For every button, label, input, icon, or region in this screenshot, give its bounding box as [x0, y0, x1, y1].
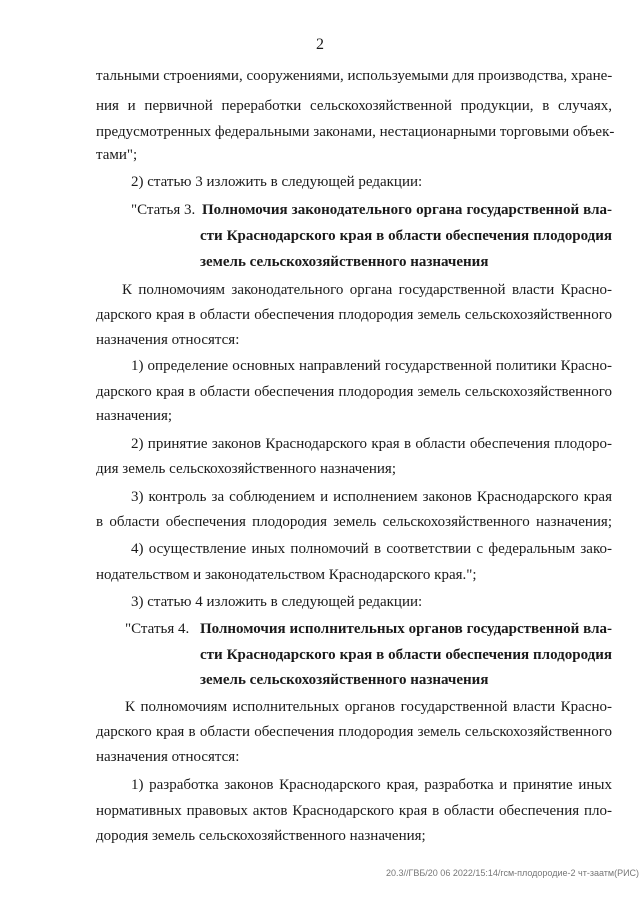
text-line: К полномочиям исполнительных органов государственной власти Красно-	[125, 699, 612, 715]
article-3-title: Полномочия законодательного органа государственной вла-	[202, 202, 612, 218]
text-line: 1) определение основных направлений государственной политики Красно-	[131, 358, 612, 374]
article-3-title: земель сельскохозяйственного назначения	[200, 254, 489, 270]
article-4-label: "Статья 4.	[125, 621, 190, 637]
text-line: нодательством и законодательством Краснодарского края.";	[96, 567, 477, 583]
text-line: 2) принятие законов Краснодарского края в области обеспечения плодоро-	[131, 436, 612, 452]
text-line: К полномочиям законодательного органа государственной власти Красно-	[122, 282, 612, 298]
text-line: предусмотренных федеральными законами, нестационарными торговыми объек-	[96, 124, 615, 140]
text-line: дарского края в области обеспечения плодородия земель сельскохозяйственного	[96, 307, 612, 323]
text-line: дарского края в области обеспечения плодородия земель сельскохозяйственного	[96, 384, 612, 400]
text-line: тами";	[96, 147, 138, 163]
text-line: в области обеспечения плодородия земель сельскохозяйственного назначения;	[96, 514, 612, 530]
article-4-title: сти Краснодарского края в области обеспечения плодородия	[200, 647, 612, 663]
text-line: назначения;	[96, 408, 173, 424]
page-number: 2	[316, 36, 324, 53]
text-line: назначения относятся:	[96, 749, 240, 765]
article-3-label: "Статья 3.	[131, 202, 196, 218]
text-line: тальными строениями, сооружениями, используемыми для производства, хране-	[96, 68, 613, 84]
text-line: дия земель сельскохозяйственного назначения;	[96, 461, 396, 477]
text-line: 3) статью 4 изложить в следующей редакции:	[131, 594, 423, 610]
text-line: назначения относятся:	[96, 332, 240, 348]
text-line: дородия земель сельскохозяйственного назначения;	[96, 828, 426, 844]
document-footer-code: 20.3//ГВБ/20 06 2022/15:14/гсм-плодородие-2 чт-заатм(РИС)	[386, 868, 640, 878]
text-line: 2) статью 3 изложить в следующей редакции:	[131, 174, 423, 190]
article-3-title: сти Краснодарского края в области обеспечения плодородия	[200, 228, 612, 244]
text-line: 4) осуществление иных полномочий в соответствии с федеральным зако-	[131, 541, 612, 557]
text-line: 1) разработка законов Краснодарского края, разработка и принятие иных	[131, 777, 612, 793]
article-4-title: Полномочия исполнительных органов государственной вла-	[200, 621, 612, 637]
text-line: ния и первичной переработки сельскохозяйственной продукции, в случаях,	[96, 98, 612, 114]
text-line: нормативных правовых актов Краснодарского края в области обеспечения пло-	[96, 803, 612, 819]
article-4-title: земель сельскохозяйственного назначения	[200, 672, 489, 688]
text-line: 3) контроль за соблюдением и исполнением законов Краснодарского края	[131, 489, 612, 505]
text-line: дарского края в области обеспечения плодородия земель сельскохозяйственного	[96, 724, 612, 740]
